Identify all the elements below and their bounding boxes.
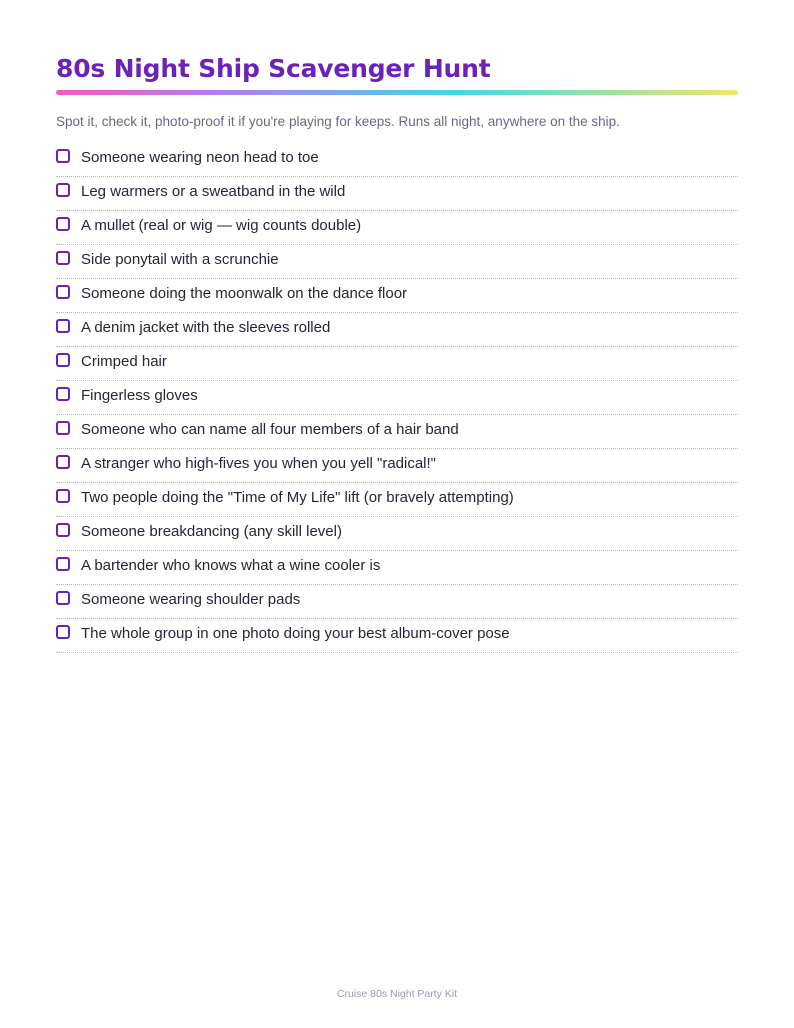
checklist-item	[56, 483, 738, 517]
checklist-item	[56, 381, 738, 415]
page-footer: Cruise 80s Night Party Kit	[336, 988, 458, 1000]
checklist-item	[56, 551, 738, 585]
checkbox[interactable]	[56, 387, 70, 401]
checkbox[interactable]	[56, 625, 70, 639]
checklist-item-label: Someone wearing shoulder pads	[81, 591, 301, 608]
checklist-item	[56, 177, 738, 211]
checklist-item	[56, 245, 738, 279]
scavenger-hunt-sheet	[56, 52, 738, 653]
checkbox[interactable]	[56, 455, 70, 469]
checkbox[interactable]	[56, 149, 70, 163]
checkbox[interactable]	[56, 557, 70, 571]
checklist-item-label: The whole group in one photo doing your best album-cover pose	[81, 625, 510, 642]
checklist-item-label: Fingerless gloves	[81, 387, 198, 404]
checkbox[interactable]	[56, 591, 70, 605]
checklist-item-label: Someone who can name all four members of a hair band	[81, 421, 459, 438]
checklist-item	[56, 449, 738, 483]
checklist-item-label: A stranger who high-fives you when you yell "radical!"	[81, 455, 436, 472]
checklist-item	[56, 585, 738, 619]
checklist-item-label: Crimped hair	[81, 353, 167, 370]
page-subtitle: Spot it, check it, photo-proof it if you're playing for keeps. Runs all night, anywhere on the ship.	[56, 114, 620, 129]
checklist-item-label: Someone breakdancing (any skill level)	[81, 523, 342, 540]
checklist-item-label: A mullet (real or wig — wig counts double)	[81, 217, 362, 234]
checkbox[interactable]	[56, 489, 70, 503]
checklist-item-label: Two people doing the "Time of My Life" lift (or bravely attempting)	[81, 489, 514, 506]
checklist-item	[56, 211, 738, 245]
rainbow-divider	[56, 90, 738, 95]
checklist-item	[56, 517, 738, 551]
checklist-item	[56, 313, 738, 347]
checkbox[interactable]	[56, 421, 70, 435]
checklist-item	[56, 279, 738, 313]
checklist	[56, 143, 738, 653]
checklist-item-label: A bartender who knows what a wine cooler is	[81, 557, 381, 574]
checklist-item-label: Side ponytail with a scrunchie	[81, 251, 279, 268]
checklist-item	[56, 619, 738, 653]
checkbox[interactable]	[56, 285, 70, 299]
checklist-item-label: Someone doing the moonwalk on the dance floor	[81, 285, 408, 302]
checkbox[interactable]	[56, 217, 70, 231]
checklist-item	[56, 415, 738, 449]
checklist-item-label: Someone wearing neon head to toe	[81, 149, 319, 166]
checkbox[interactable]	[56, 353, 70, 367]
checkbox[interactable]	[56, 523, 70, 537]
checklist-item	[56, 143, 738, 177]
checkbox[interactable]	[56, 251, 70, 265]
checkbox[interactable]	[56, 183, 70, 197]
checklist-item-label: Leg warmers or a sweatband in the wild	[81, 183, 346, 200]
page-title: 80s Night Ship Scavenger Hunt	[56, 54, 491, 83]
checklist-item-label: A denim jacket with the sleeves rolled	[81, 319, 331, 336]
checklist-item	[56, 347, 738, 381]
checkbox[interactable]	[56, 319, 70, 333]
